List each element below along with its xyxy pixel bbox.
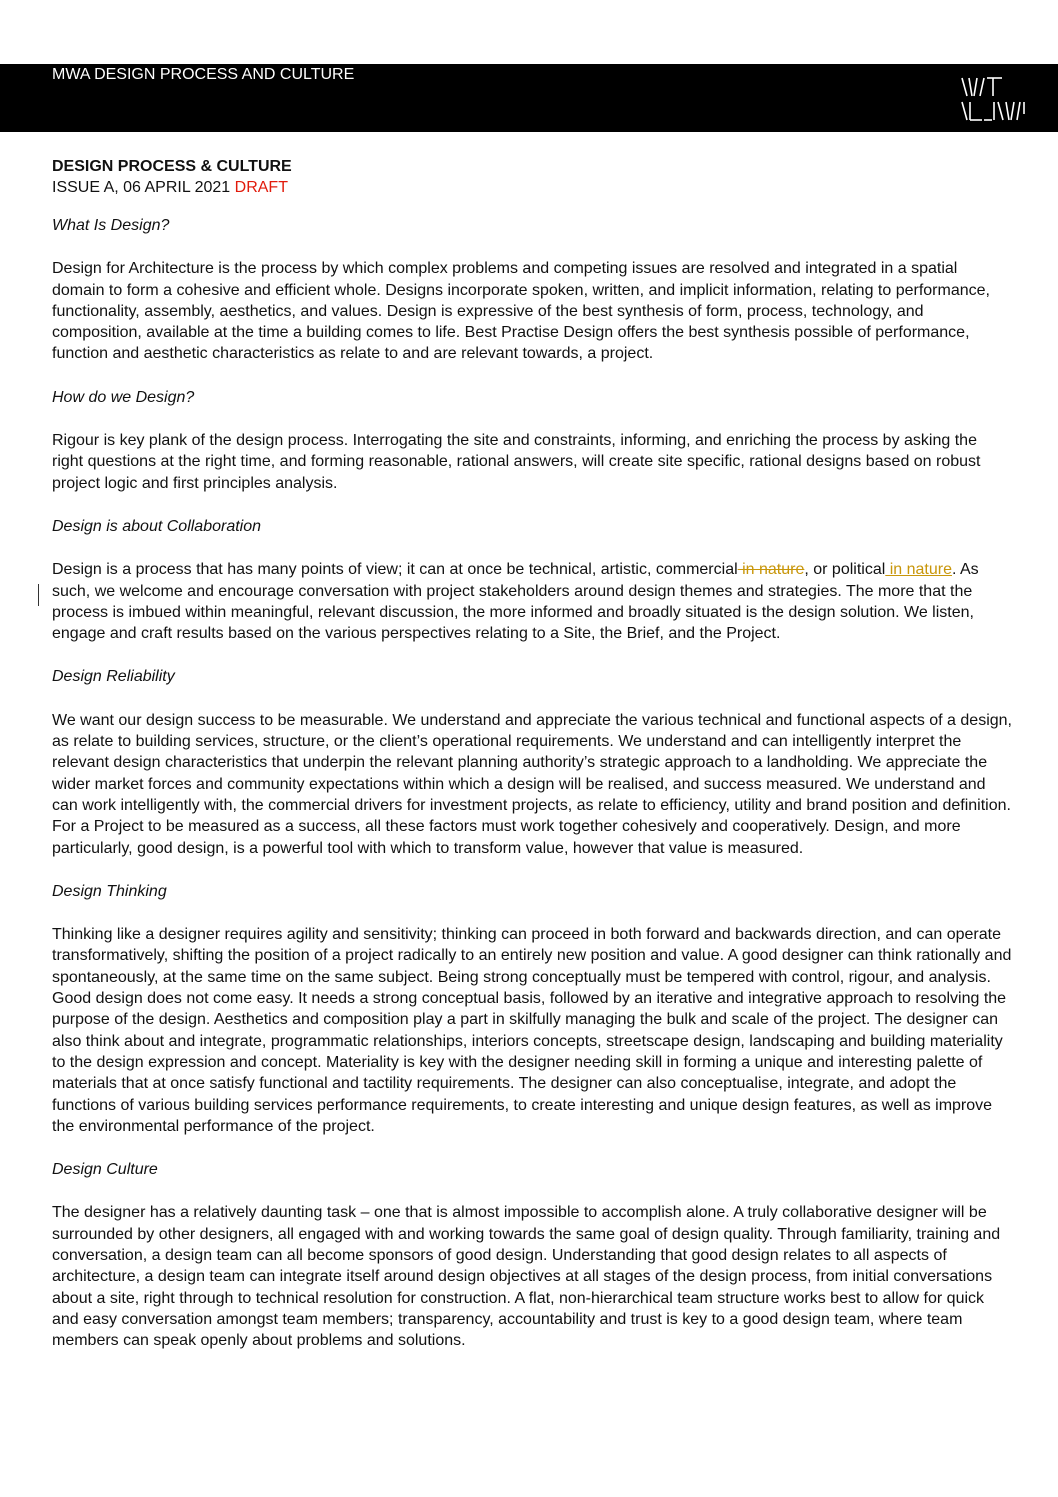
- section-body-design-reliability: We want our design success to be measurable. We understand and appreciate the various technical and functional aspects of a design, as relate to building services, structure, or the client’s operational requirements. We understand and can intelligently interpret the relevant design characteristics that underpin the relevant planning authority’s strategic approach to a landholding. We appreciate the wider market forces and community expectations within which a design will be realised, and success measured. We understand and can work intelligently with, the commercial drivers for investment projects, as relate to efficiency, utility and brand position and definition. For a Project to be measured as a success, all these factors must work together cohesively and cooperatively. Design, and more particularly, good design, is a powerful tool with which to transform value, however that value is measured.: [52, 711, 1012, 857]
- document-body: [52, 156, 1012, 1351]
- document-title: DESIGN PROCESS & CULTURE: [52, 158, 292, 175]
- draft-status: DRAFT: [234, 179, 288, 196]
- section-heading-what-is-design: What Is Design?: [52, 217, 170, 234]
- collaboration-text-part1: Design is a process that has many points of view; it can at once be technical, artistic, commercial: [52, 561, 738, 579]
- tracked-deletion: in nature: [737, 561, 805, 579]
- issue-text: ISSUE A, 06 APRIL 2021: [52, 179, 231, 196]
- section-body-design-thinking: Thinking like a designer requires agility and sensitivity; thinking can proceed in both forward and backwards direction, and can operate transformatively, shifting the position of a project radically to an entirely new position and value. A good designer can think rationally and spontaneously, at the same time on the same subject. Being strong conceptually must be tempered with control, rigour, and analysis. Good design does not come easy. It needs a strong conceptual basis, followed by an iterative and integrative approach to resolving the purpose of the design. Aesthetics and composition play a part in skilfully managing the bulk and scale of the project. The designer can also think about and integrate, programmatic relationships, interiors concepts, streetscape design, landscaping and building materiality to the design expression and concept. Materiality is key with the designer needing skill in forming a unique and interesting palette of materials that at once satisfy functional and tactility requirements. The designer can also conceptualise, integrate, and adopt the functions of various building services performance requirements, to create interesting and unique design features, as well as improve the environmental performance of the project.: [52, 926, 1012, 1135]
- section-heading-design-culture: Design Culture: [52, 1161, 158, 1179]
- mwa-logo-icon: [958, 74, 1030, 124]
- section-heading-how-do-we-design: How do we Design?: [52, 388, 195, 406]
- section-body-collaboration: [52, 559, 1012, 644]
- section-body-what-is-design: Design for Architecture is the process by which complex problems and competing issues are resolved and integrated in a spatial domain to form a cohesive and efficient whole. Designs incorporate spoken, written, and implicit information, relating to performance, functionality, assembly, aesthetics, and values. Design is expressive of the best synthesis of form, process, technology, and composition, available at the time a building comes to life. Best Practise Design offers the best synthesis possible of performance, function and aesthetic characteristics as relate to and are relevant towards, a project.: [52, 260, 990, 363]
- section-body-how-do-we-design: Rigour is key plank of the design process. Interrogating the site and constraints, informing, and enriching the process by asking the right questions at the right time, and forming reasonable, rational answers, will create site specific, rational designs based on robust project logic and first principles analysis.: [52, 432, 981, 492]
- section-heading-collaboration: Design is about Collaboration: [52, 517, 262, 535]
- tracked-change-marker: [38, 584, 39, 606]
- section-heading-design-thinking: Design Thinking: [52, 882, 167, 900]
- header-title: MWA DESIGN PROCESS AND CULTURE: [52, 66, 355, 83]
- collaboration-text-part2: , or political: [804, 561, 886, 579]
- page-header: [0, 64, 1058, 132]
- section-body-design-culture: The designer has a relatively daunting task – one that is almost impossible to accomplish alone. A truly collaborative designer will be surrounded by other designers, all engaged with and working towards the same goal of design quality. Through familiarity, training and conversation, a design team can all become sponsors of good design. Understanding that good design relates to all aspects of architecture, a design team can integrate itself around design objectives at all stages of the design process, from initial conversations about a site, right through to technical resolution for construction. A flat, non-hierarchical team structure works best to allow for quick and easy conversation amongst team members; transparency, accountability and trust is key to a good design team, where team members can speak openly about problems and solutions.: [52, 1204, 1001, 1350]
- issue-line: [52, 177, 1012, 198]
- collaboration-text-part3: . As such, we welcome and encourage conversation with project stakeholders around design themes and strategies. The more that the process is imbued within meaningful, relevant discussion, the more informed and broadly situated is the design solution. We listen, engage and craft results based on the various perspectives relating to a Site, the Brief, and the Project.: [52, 561, 979, 643]
- section-heading-design-reliability: Design Reliability: [52, 668, 175, 686]
- tracked-insertion: in nature: [885, 561, 952, 579]
